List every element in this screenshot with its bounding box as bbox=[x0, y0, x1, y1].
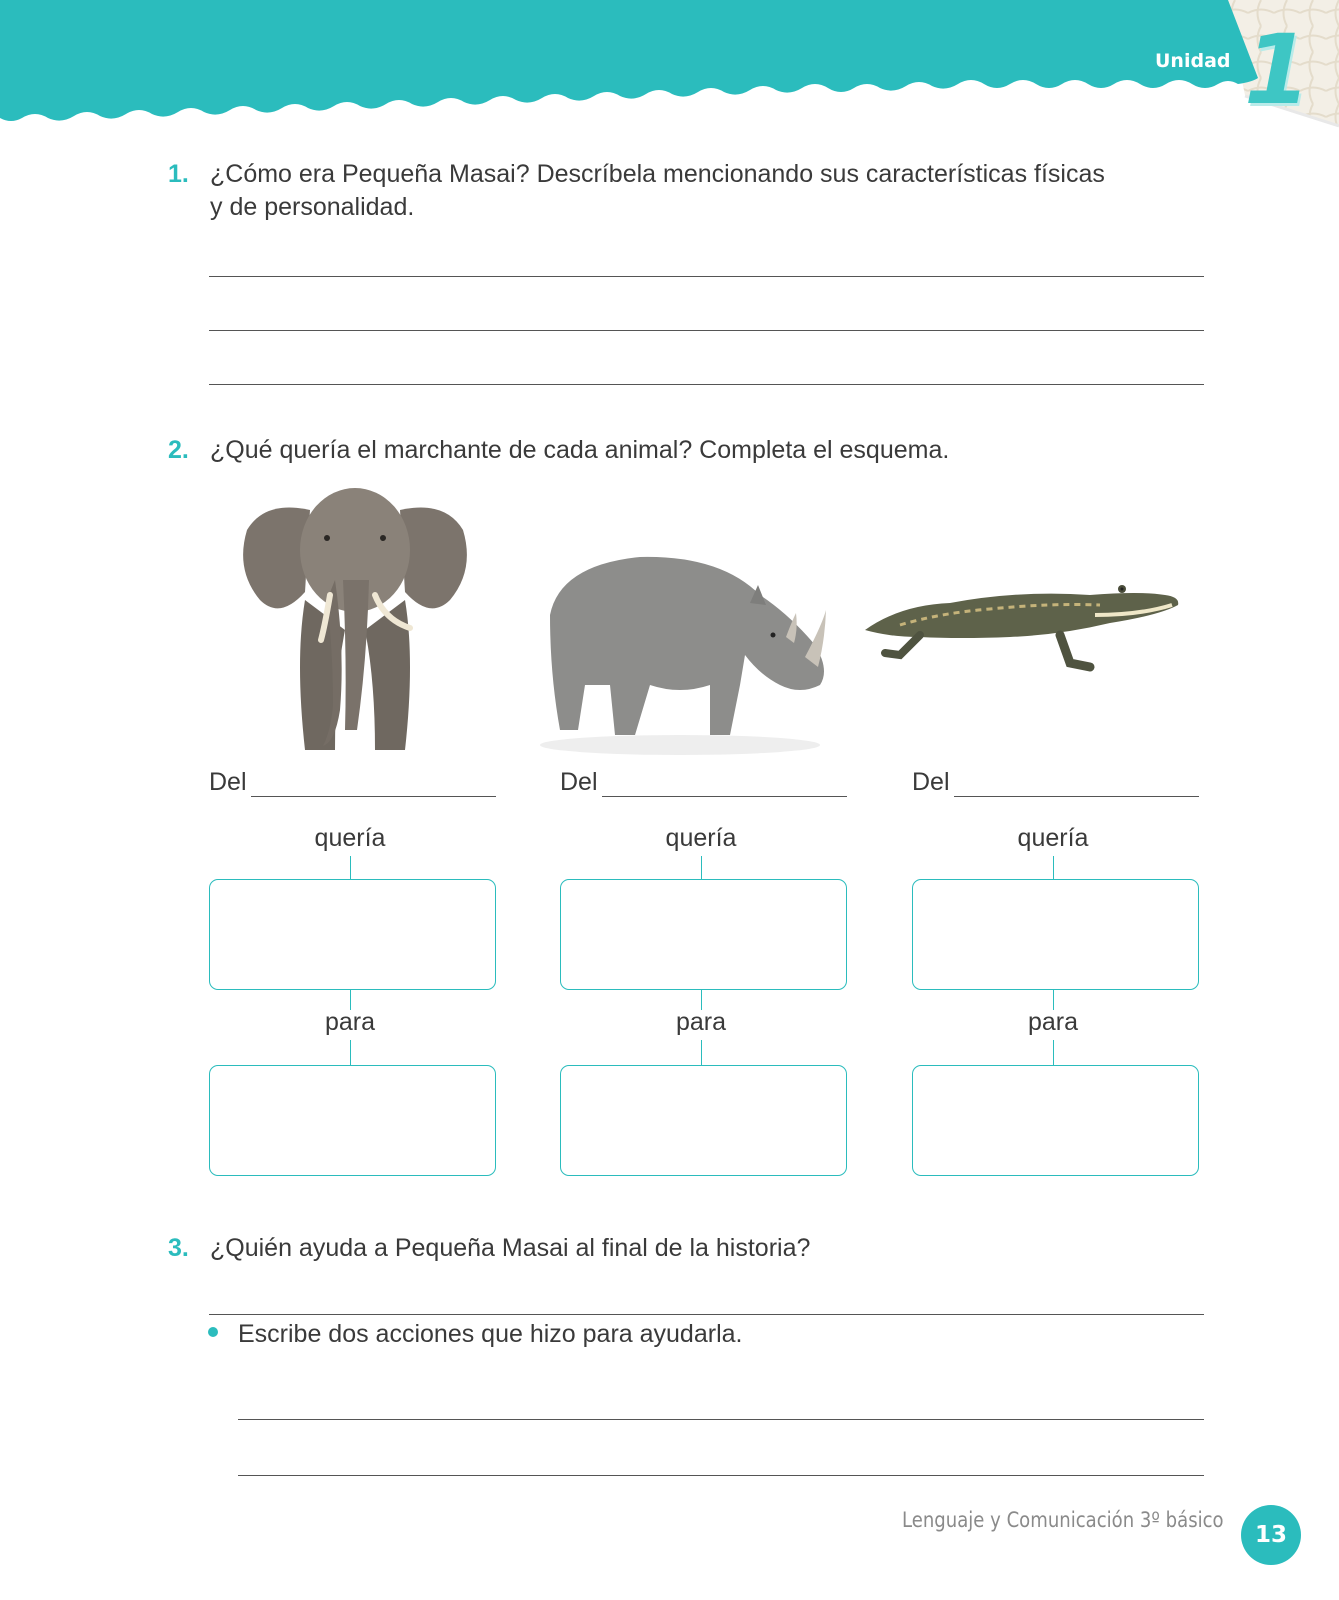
connector-line bbox=[701, 990, 702, 1010]
connector-line bbox=[350, 1040, 351, 1065]
question-number: 1. bbox=[168, 160, 189, 188]
del-answer-line[interactable] bbox=[954, 796, 1199, 797]
connector-line bbox=[701, 856, 702, 879]
para-label: para bbox=[324, 1008, 376, 1036]
answer-line[interactable] bbox=[209, 1314, 1204, 1315]
question-1 bbox=[168, 158, 1188, 228]
question-3 bbox=[168, 1232, 1188, 1272]
header-wave-band bbox=[0, 0, 1339, 140]
connector-line bbox=[1053, 990, 1054, 1010]
answer-line[interactable] bbox=[209, 384, 1204, 385]
unit-label: Unidad bbox=[1155, 50, 1231, 72]
question-text-line2: y de personalidad. bbox=[210, 193, 415, 221]
page-number-badge: 13 bbox=[1241, 1505, 1301, 1565]
queria-label: quería bbox=[1017, 824, 1089, 852]
sub-question-text: Escribe dos acciones que hizo para ayudarla. bbox=[238, 1320, 743, 1348]
wanted-box-elephant[interactable] bbox=[209, 879, 496, 990]
answer-line[interactable] bbox=[238, 1475, 1204, 1476]
del-field-rhinoceros bbox=[560, 768, 860, 803]
wanted-box-crocodile[interactable] bbox=[912, 879, 1199, 990]
del-field-crocodile bbox=[912, 768, 1212, 803]
bullet-icon bbox=[208, 1327, 218, 1337]
connector-line bbox=[1053, 856, 1054, 879]
page-header bbox=[0, 0, 1339, 140]
del-answer-line[interactable] bbox=[251, 796, 496, 797]
question-2 bbox=[168, 434, 1188, 474]
del-label: Del bbox=[560, 768, 598, 796]
book-title: Lenguaje y Comunicación 3º básico bbox=[902, 1508, 1224, 1532]
unit-number: 1 bbox=[1244, 14, 1311, 126]
rhinoceros-image bbox=[530, 545, 840, 770]
purpose-box-elephant[interactable] bbox=[209, 1065, 496, 1176]
sub-question bbox=[238, 1318, 1198, 1358]
queria-label: quería bbox=[665, 824, 737, 852]
queria-label: quería bbox=[314, 824, 386, 852]
purpose-box-crocodile[interactable] bbox=[912, 1065, 1199, 1176]
question-number: 3. bbox=[168, 1234, 189, 1262]
del-label: Del bbox=[209, 768, 247, 796]
connector-line bbox=[1053, 1040, 1054, 1065]
question-text: ¿Qué quería el marchante de cada animal? Completa el esquema. bbox=[210, 436, 950, 464]
purpose-box-rhinoceros[interactable] bbox=[560, 1065, 847, 1176]
elephant-image bbox=[235, 480, 475, 760]
connector-line bbox=[350, 990, 351, 1010]
answer-line[interactable] bbox=[209, 276, 1204, 277]
wanted-box-rhinoceros[interactable] bbox=[560, 879, 847, 990]
connector-line bbox=[350, 856, 351, 879]
crocodile-image bbox=[860, 575, 1200, 685]
del-label: Del bbox=[912, 768, 950, 796]
del-answer-line[interactable] bbox=[602, 796, 847, 797]
connector-line bbox=[701, 1040, 702, 1065]
question-number: 2. bbox=[168, 436, 189, 464]
answer-line[interactable] bbox=[238, 1419, 1204, 1420]
question-text: ¿Quién ayuda a Pequeña Masai al final de la historia? bbox=[210, 1234, 811, 1262]
para-label: para bbox=[1027, 1008, 1079, 1036]
para-label: para bbox=[675, 1008, 727, 1036]
question-text-line1: ¿Cómo era Pequeña Masai? Descríbela mencionando sus características físicas bbox=[210, 160, 1105, 188]
del-field-elephant bbox=[209, 768, 509, 803]
answer-line[interactable] bbox=[209, 330, 1204, 331]
